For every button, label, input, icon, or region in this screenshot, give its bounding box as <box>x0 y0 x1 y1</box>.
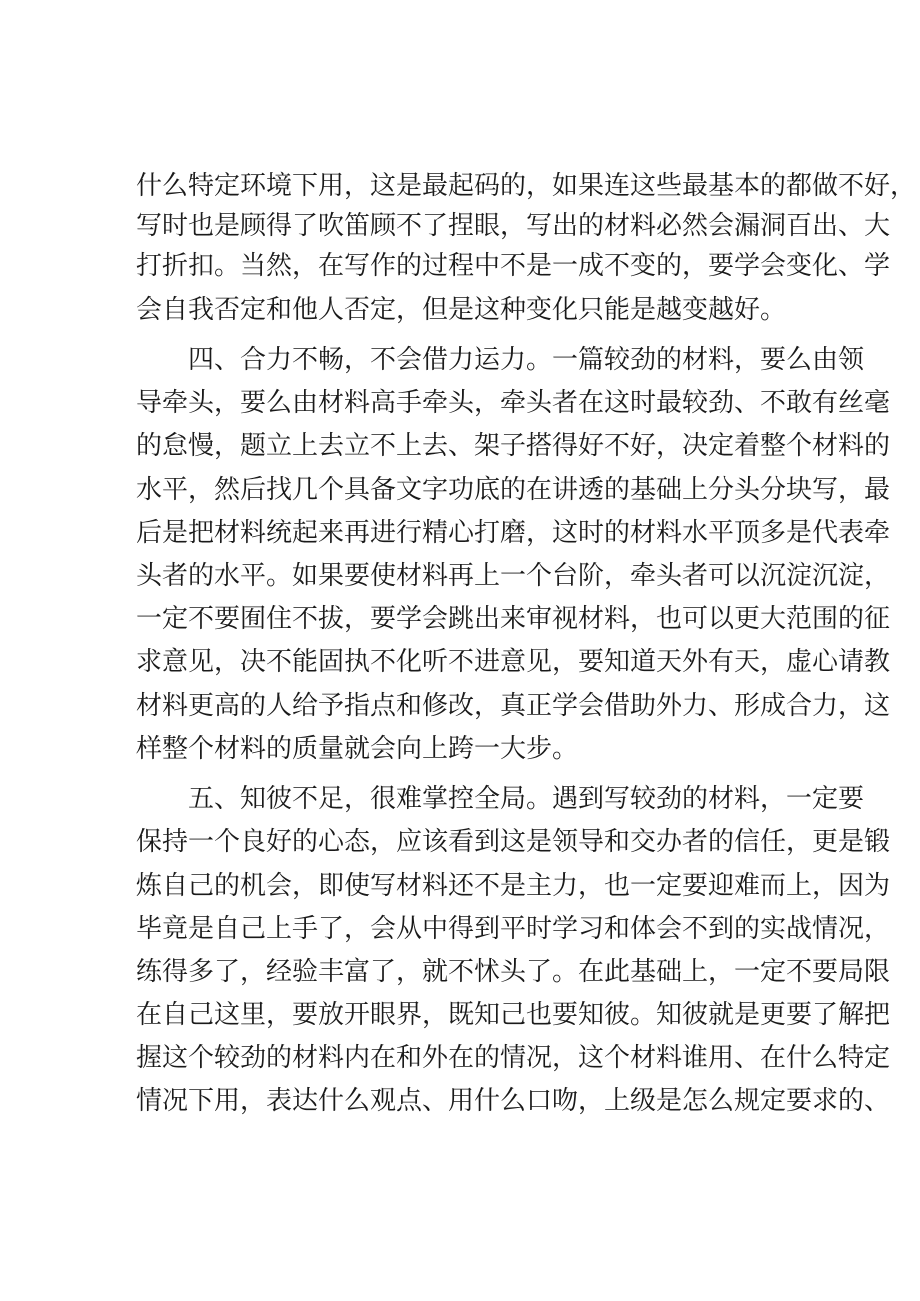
text-line: 样整个材料的质量就会向上跨一大步。 <box>136 734 579 764</box>
text-line: 在自己这里，要放开眼界，既知己也要知彼。知彼就是更要了解把 <box>136 1000 891 1030</box>
text-line: 一定不要囿住不拔，要学会跳出来审视材料，也可以更大范围的征 <box>136 604 891 634</box>
section-heading-line: 五、知彼不足，很难掌控全局。遇到写较劲的材料，一定要 <box>188 784 865 814</box>
section-heading-line: 四、合力不畅，不会借力运力。一篇较劲的材料，要么由领 <box>188 345 865 375</box>
text-line: 头者的水平。如果要使材料再上一个台阶，牵头者可以沉淀沉淀， <box>136 561 891 591</box>
text-line: 什么特定环境下用，这是最起码的，如果连这些最基本的都做不好， <box>136 171 917 201</box>
text-line: 炼自己的机会，即使写材料还不是主力，也一定要迎难而上，因为 <box>136 871 891 901</box>
text-line: 写时也是顾得了吹笛顾不了捏眼，写出的材料必然会漏洞百出、大 <box>136 211 891 241</box>
text-line: 会自我否定和他人否定，但是这种变化只能是越变越好。 <box>136 295 787 325</box>
text-line: 的怠慢，题立上去立不上去、架子搭得好不好，决定着整个材料的 <box>136 431 891 461</box>
text-line: 导牵头，要么由材料高手牵头，牵头者在这时最较劲、不敢有丝毫 <box>136 388 891 418</box>
text-line: 材料更高的人给予指点和修改，真正学会借助外力、形成合力，这 <box>136 691 891 721</box>
text-line: 保持一个良好的心态，应该看到这是领导和交办者的信任，更是锻 <box>136 827 891 857</box>
text-line: 毕竟是自己上手了，会从中得到平时学习和体会不到的实战情况， <box>136 914 891 944</box>
text-line: 情况下用，表达什么观点、用什么口吻，上级是怎么规定要求的、 <box>136 1086 891 1116</box>
text-line: 练得多了，经验丰富了，就不怵头了。在此基础上，一定不要局限 <box>136 957 891 987</box>
text-line: 后是把材料统起来再进行精心打磨，这时的材料水平顶多是代表牵 <box>136 518 891 548</box>
text-line: 水平，然后找几个具备文字功底的在讲透的基础上分头分块写，最 <box>136 475 891 505</box>
text-line: 打折扣。当然，在写作的过程中不是一成不变的，要学会变化、学 <box>136 251 891 281</box>
text-line: 求意见，决不能固执不化听不进意见，要知道天外有天，虚心请教 <box>136 647 891 677</box>
text-line: 握这个较劲的材料内在和外在的情况，这个材料谁用、在什么特定 <box>136 1043 891 1073</box>
